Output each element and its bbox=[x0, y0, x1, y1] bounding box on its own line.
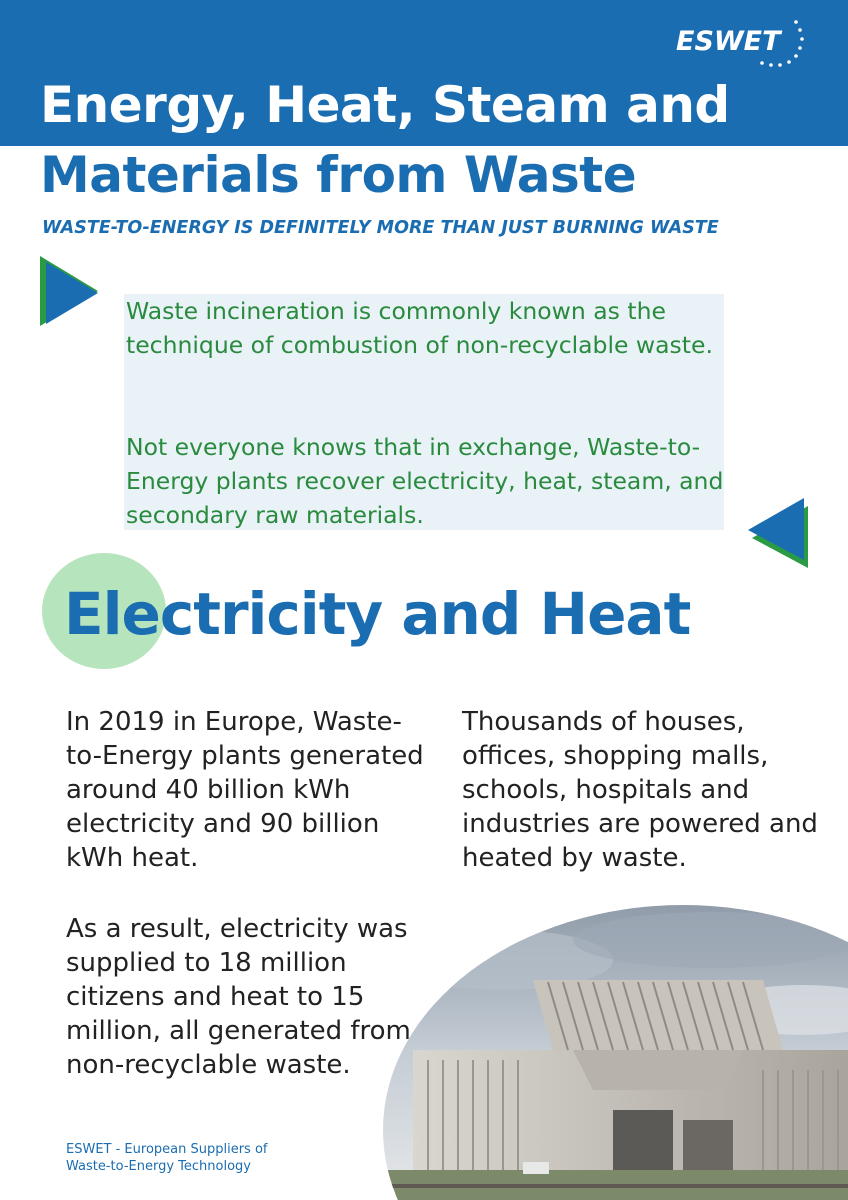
page-subtitle: WASTE-TO-ENERGY IS DEFINITELY MORE THAN JUST BURNING WASTE bbox=[42, 218, 719, 238]
section-paragraph-3: Thousands of houses, offices, shopping malls, schools, hospitals and industries are powered and heated by waste. bbox=[462, 707, 818, 873]
footer-credit bbox=[66, 1141, 326, 1175]
page-title-line1: Energy, Heat, Steam and bbox=[40, 76, 730, 134]
logo-wordmark: ESWET bbox=[676, 26, 781, 57]
triangle-left-icon bbox=[748, 498, 810, 570]
footer-line-1: ESWET - European Suppliers of bbox=[66, 1142, 268, 1157]
triangle-right-icon bbox=[40, 256, 102, 328]
plant-photo bbox=[383, 900, 848, 1200]
intro-paragraph-2: Not everyone knows that in exchange, Waste-to-Energy plants recover electricity, heat, steam, and secondary raw materials. bbox=[126, 433, 724, 529]
intro-paragraph-1: Waste incineration is commonly known as the technique of combustion of non-recyclable waste. bbox=[126, 297, 713, 359]
section-paragraph-1: In 2019 in Europe, Waste-to-Energy plants generated around 40 billion kWh electricity and 90 billion kWh heat. bbox=[66, 707, 424, 873]
section-paragraph-2: As a result, electricity was supplied to 18 million citizens and heat to 15 million, all generated from non-recyclable waste. bbox=[66, 914, 411, 1080]
eswet-logo bbox=[676, 18, 806, 68]
footer-line-2: Waste-to-Energy Technology bbox=[66, 1159, 251, 1174]
logo-stars-icon bbox=[676, 18, 806, 68]
page-title-line2: Materials from Waste bbox=[40, 146, 637, 204]
section-title: Electricity and Heat bbox=[64, 580, 691, 648]
